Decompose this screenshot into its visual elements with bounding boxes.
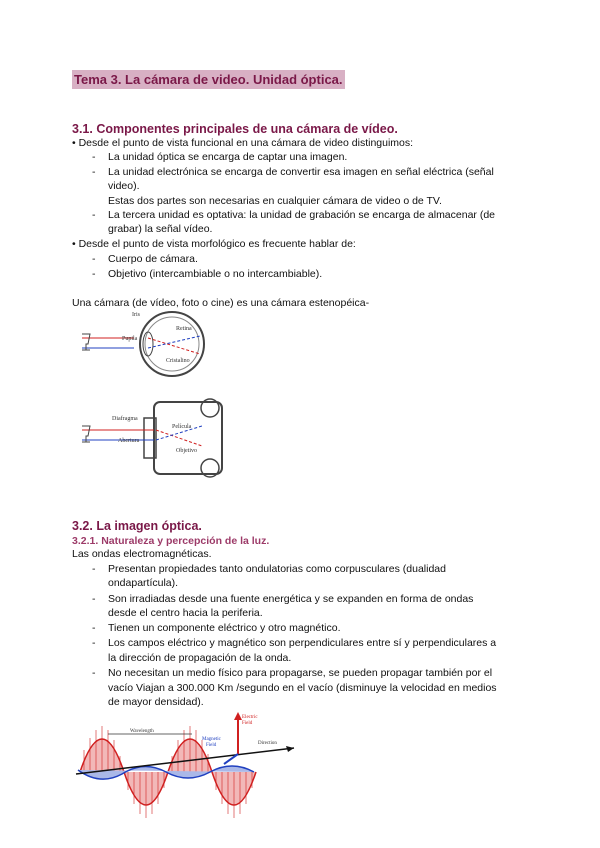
dash-bullet: - (92, 593, 96, 605)
dash-bullet: - (92, 563, 96, 575)
list-item: Objetivo (intercambiable o no intercambiable). (108, 268, 323, 280)
stenopeic-text: Una cámara (de vídeo, foto o cine) es una cámara estenopéica- (72, 297, 370, 309)
label-retina: Retina (176, 326, 192, 332)
label-diafragma: Diafragma (112, 416, 138, 422)
label-objetivo: Objetivo (176, 448, 197, 454)
list-item: Cuerpo de cámara. (108, 253, 198, 265)
list-item: Tienen un componente eléctrico y otro magnético. (108, 622, 341, 634)
label-abertura: Abertura (118, 438, 140, 444)
label-iris: Iris (132, 312, 140, 318)
dash-bullet: - (92, 253, 96, 265)
label-field: Field (242, 721, 253, 726)
em-wave-diagram (72, 710, 302, 820)
camera-diagram (72, 390, 232, 490)
dash-bullet: - (92, 268, 96, 280)
list-item: Son irradiadas desde una fuente energética y se expanden en forma de ondas (108, 593, 474, 605)
list-item: de mayor densidad). (108, 696, 204, 708)
eye-diagram (72, 310, 232, 380)
list-item: La tercera unidad es optativa: la unidad de grabación se encarga de almacenar (de (108, 209, 496, 221)
section-heading-3-1: 3.1. Componentes principales de una cámara de vídeo. (72, 122, 398, 136)
dash-bullet: - (92, 166, 96, 178)
label-electric: Electric (242, 715, 258, 720)
label-wavelength: Wavelength (130, 729, 154, 734)
bullet-functional: • Desde el punto de vista funcional en una cámara de video distinguimos: (72, 137, 414, 149)
page-title: Tema 3. La cámara de video. Unidad óptica. (74, 72, 343, 87)
intro-text: Las ondas electromagnéticas. (72, 548, 212, 560)
section-heading-3-2: 3.2. La imagen óptica. (72, 519, 202, 533)
list-item: La unidad electrónica se encarga de convertir esa imagen en señal eléctrica (señal (108, 166, 494, 178)
subheading-3-2-1: 3.2.1. Naturaleza y percepción de la luz. (72, 535, 270, 547)
dash-bullet: - (92, 209, 96, 221)
list-item: grabar) la señal vídeo. (108, 223, 213, 235)
dash-bullet: - (92, 151, 96, 163)
list-item: vacío Viajan a 300.000 Km /segundo en el vacío (disminuye la velocidad en medios (108, 682, 497, 694)
dash-bullet: - (92, 637, 96, 649)
label-pelicula: Película (172, 424, 192, 430)
label-direction: Direction (258, 741, 277, 746)
list-item: La unidad óptica se encarga de captar una imagen. (108, 151, 348, 163)
list-item: video). (108, 180, 140, 192)
list-item: ondapartícula). (108, 577, 179, 589)
dash-bullet: - (92, 667, 96, 679)
dash-bullet: - (92, 622, 96, 634)
label-magnetic: Magnetic (202, 737, 221, 742)
label-field-2: Field (206, 743, 217, 748)
list-item: Los campos eléctrico y magnético son perpendiculares entre sí y perpendiculares a (108, 637, 497, 649)
list-item: Estas dos partes son necesarias en cualquier cámara de video o de TV. (108, 195, 442, 207)
list-item: desde el centro hacia la periferia. (108, 607, 263, 619)
label-pupila: Pupila (122, 336, 138, 342)
bullet-morphological: • Desde el punto de vista morfológico es frecuente hablar de: (72, 238, 356, 250)
list-item: No necesitan un medio físico para propagarse, se pueden propagar también por el (108, 667, 493, 679)
label-cristalino: Cristalino (166, 358, 190, 364)
list-item: Presentan propiedades tanto ondulatorias como corpusculares (dualidad (108, 563, 446, 575)
list-item: la dirección de propagación de la onda. (108, 652, 292, 664)
